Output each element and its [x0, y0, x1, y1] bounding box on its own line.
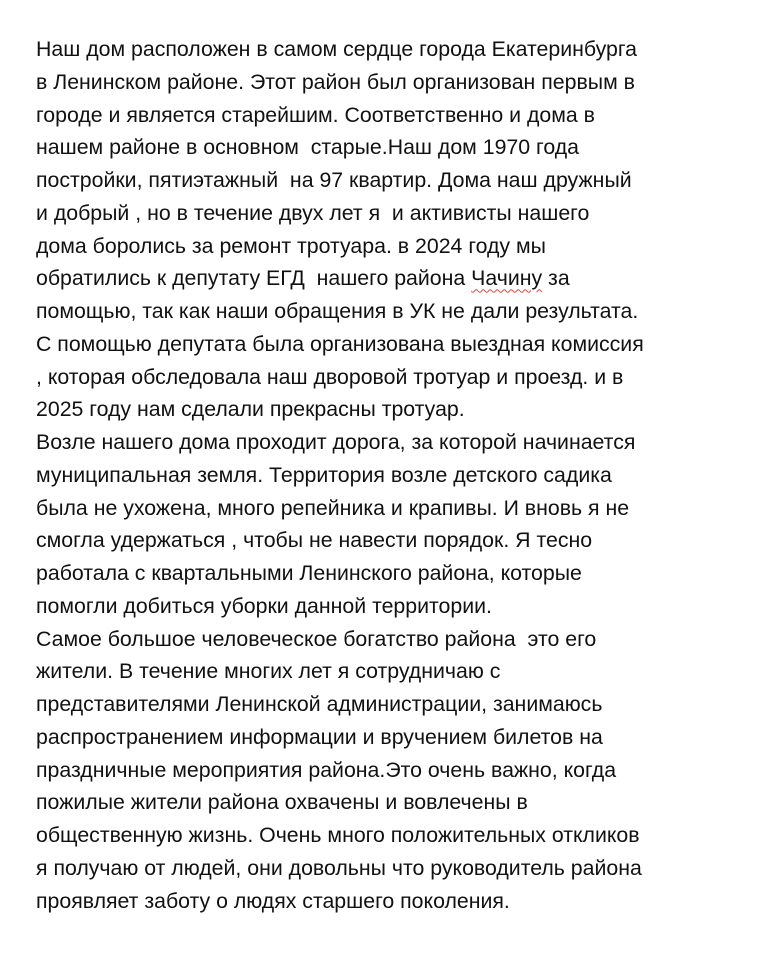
text-line: С помощью депутата была организована выездная комиссия: [36, 331, 644, 356]
text-line: представителями Ленинской администрации, занимаюсь: [36, 692, 603, 716]
paragraph-1: [36, 33, 742, 426]
text-line: Наш дом расположен в самом сердце города Екатеринбурга: [36, 37, 638, 61]
text-line: смогла удержаться , чтобы не навести порядок. Я тесно: [36, 528, 593, 553]
paragraph-2: [36, 426, 742, 623]
text-line: распространением информации и вручением билетов на: [36, 724, 603, 749]
document-body[interactable]: [36, 33, 742, 917]
text-line: помогли добиться уборки данной территории.: [36, 593, 492, 618]
text-line: Возле нашего дома проходит дорога, за которой начинается: [36, 430, 636, 454]
text-segment: обратились к депутату ЕГД нашего района: [36, 266, 472, 291]
text-line: жители. В течение многих лет я сотрудничаю с: [36, 659, 501, 684]
text-line: 2025 году нам сделали прекрасны тротуар.: [36, 397, 465, 422]
text-line: городе и является старейшим. Соответственно и дома в: [36, 102, 595, 127]
text-line: работала с квартальными Ленинского района, которые: [36, 561, 582, 585]
text-line: была не ухожена, много репейника и крапивы. И вновь я не: [36, 495, 630, 520]
text-line: проявляет заботу о людях старшего поколения.: [36, 888, 510, 913]
text-line: дома боролись за ремонт тротуара. в 2024 году мы: [36, 233, 546, 258]
text-line: помощью, так как наши обращения в УК не дали результата.: [36, 299, 639, 323]
text-line: , которая обследовала наш дворовой тротуар и проезд. и в: [36, 364, 624, 389]
text-line: нашем районе в основном старые.Наш дом 1970 года: [36, 135, 579, 160]
text-line: праздничные мероприятия района.Это очень важно, когда: [36, 757, 617, 782]
text-line: пожилые жители района охвачены и вовлечены в: [36, 790, 528, 815]
spellcheck-flagged-word[interactable]: Чачину: [471, 266, 543, 291]
text-line: и добрый , но в течение двух лет я и активисты нашего: [36, 200, 590, 225]
text-line: я получаю от людей, они довольны что руководитель района: [36, 855, 642, 880]
text-segment: за: [542, 266, 570, 291]
text-line: общественную жизнь. Очень много положительных откликов: [36, 823, 640, 847]
text-line: муниципальная земля. Территория возле детского садика: [36, 462, 612, 487]
text-line: Самое большое человеческое богатство района это его: [36, 626, 597, 651]
text-line: в Ленинском районе. Этот район был организован первым в: [36, 69, 635, 94]
paragraph-3: [36, 623, 742, 918]
text-line: постройки, пятиэтажный на 97 квартир. Дома наш дружный: [36, 168, 632, 192]
text-line-with-flagged-word: [36, 262, 742, 295]
